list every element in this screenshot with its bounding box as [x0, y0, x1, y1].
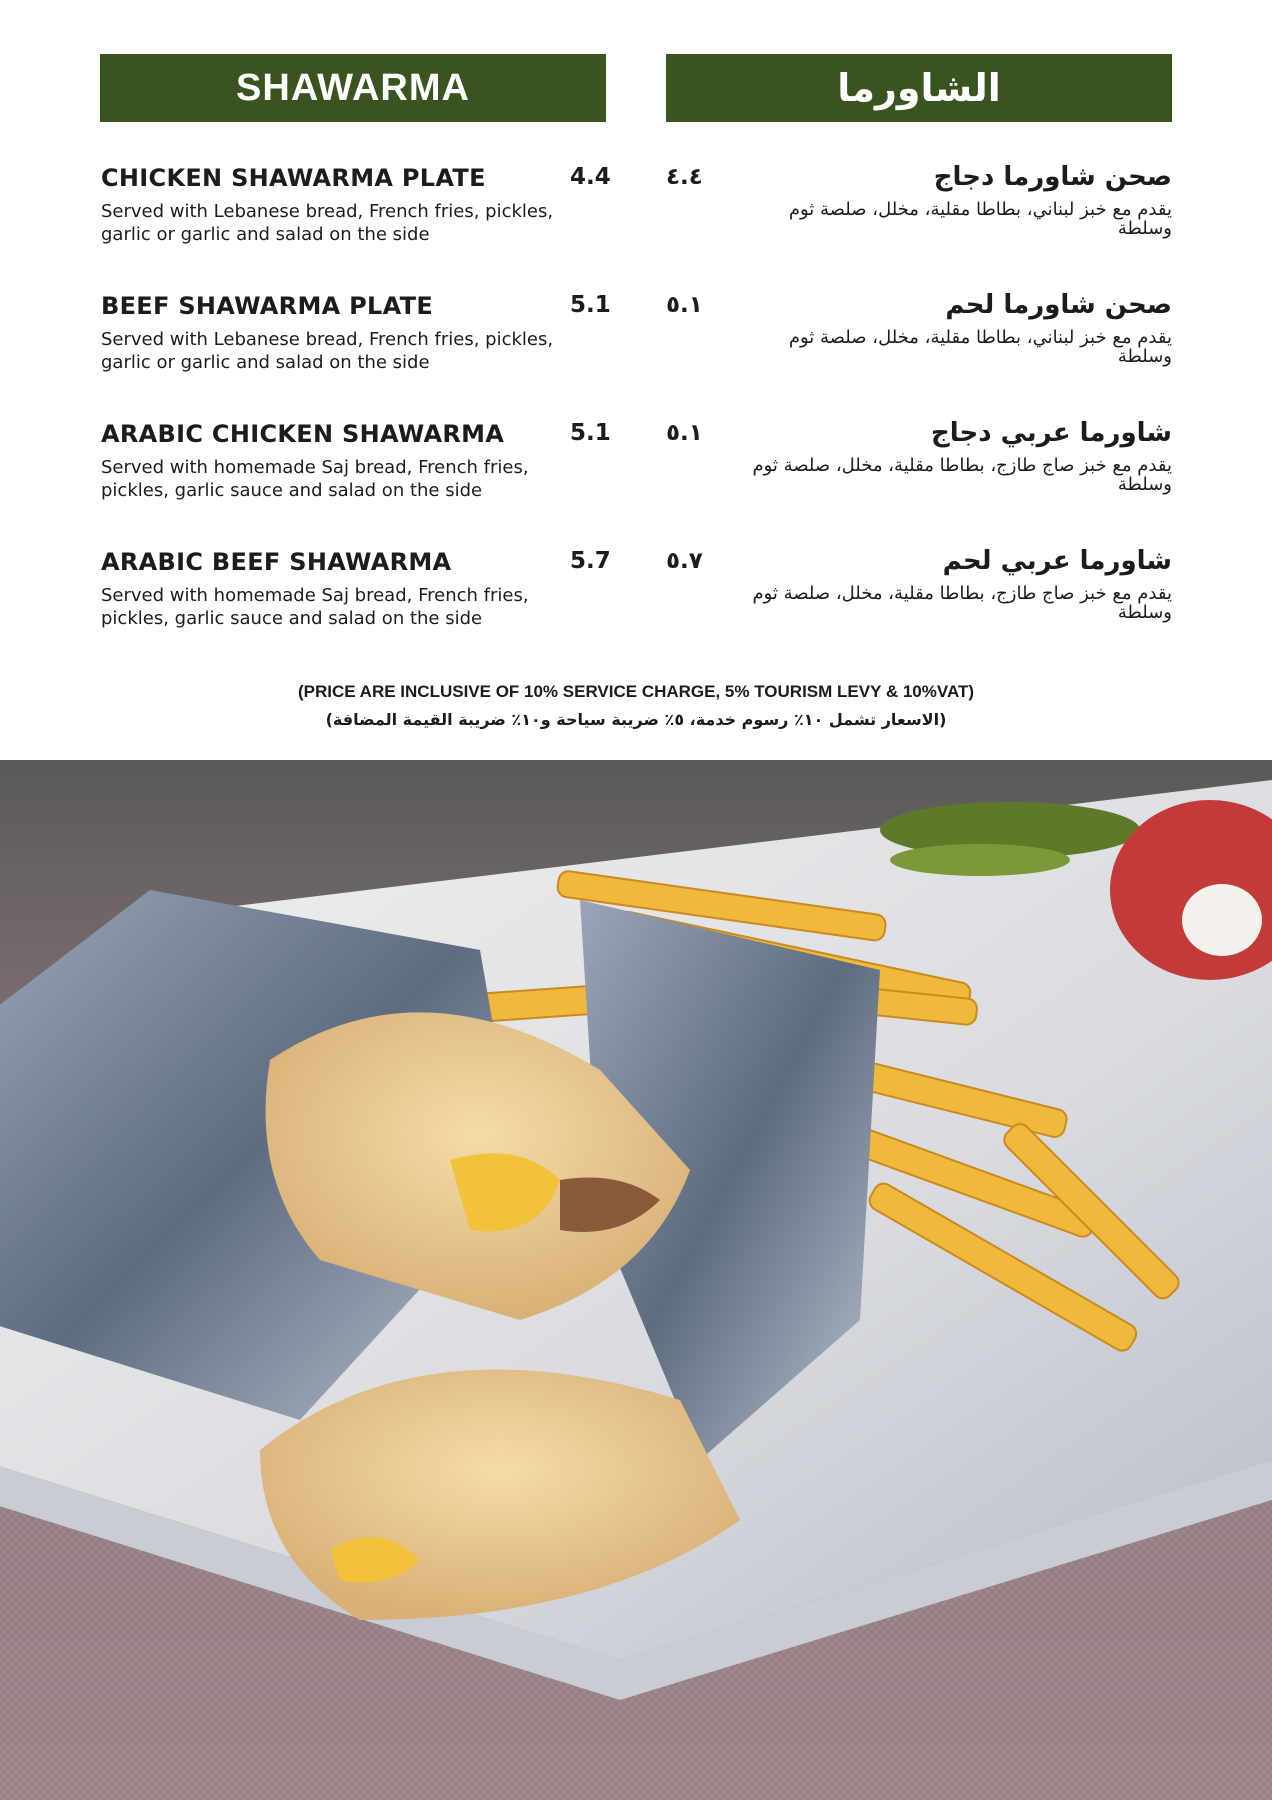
item-name-en: BEEF SHAWARMA PLATE — [101, 292, 434, 320]
shawarma-plate-illustration — [0, 760, 1272, 1800]
price-note-en: (PRICE ARE INCLUSIVE OF 10% SERVICE CHARGE, 5% TOURISM LEVY & 10%VAT) — [297, 682, 975, 701]
item-name-en: ARABIC BEEF SHAWARMA — [101, 548, 452, 576]
item-price-en: 5.7 — [570, 548, 611, 574]
item-name-ar: صحن شاورما لحم — [945, 290, 1172, 320]
section-title-ar-text: الشاورما — [837, 66, 1001, 110]
item-name-en: CHICKEN SHAWARMA PLATE — [101, 164, 486, 192]
item-price-ar: ٥.١ — [666, 420, 703, 446]
item-name-ar: شاورما عربي دجاج — [930, 418, 1172, 448]
item-description-ar: يقدم مع خبز صاج طازج، بطاطا مقلية، مخلل، صلصة ثوم وسلطة — [752, 583, 1172, 623]
item-price-en: 5.1 — [570, 292, 611, 318]
item-description-en: Served with Lebanese bread, French fries, pickles, garlic or garlic and salad on the side — [101, 201, 554, 245]
item-price-ar: ٥.١ — [666, 292, 703, 318]
section-title-en — [100, 54, 606, 122]
menu-item — [0, 420, 1272, 540]
section-title-en-text: SHAWARMA — [236, 66, 470, 109]
shawarma-photo — [0, 760, 1272, 1800]
item-description-ar: يقدم مع خبز لبناني، بطاطا مقلية، مخلل، صلصة ثوم وسلطة — [788, 199, 1172, 239]
item-name-ar: صحن شاورما دجاج — [933, 162, 1172, 192]
price-note-ar: (الاسعار تشمل ١٠٪ رسوم خدمة، ٥٪ ضريبة سياحة و١٠٪ ضريبة القيمة المضافة) — [325, 710, 947, 729]
item-price-en: 5.1 — [570, 420, 611, 446]
menu-item — [0, 548, 1272, 668]
item-description-ar: يقدم مع خبز لبناني، بطاطا مقلية، مخلل، صلصة ثوم وسلطة — [788, 327, 1172, 367]
item-name-ar: شاورما عربي لحم — [942, 546, 1172, 576]
item-price-ar: ٤.٤ — [666, 164, 703, 190]
item-description-ar: يقدم مع خبز صاج طازج، بطاطا مقلية، مخلل، صلصة ثوم وسلطة — [752, 455, 1172, 495]
item-price-en: 4.4 — [570, 164, 611, 190]
menu-item — [0, 164, 1272, 284]
item-description-en: Served with homemade Saj bread, French fries, pickles, garlic sauce and salad on the side — [101, 585, 529, 629]
menu-item — [0, 292, 1272, 412]
item-description-en: Served with homemade Saj bread, French fries, pickles, garlic sauce and salad on the side — [101, 457, 529, 501]
item-description-en: Served with Lebanese bread, French fries, pickles, garlic or garlic and salad on the side — [101, 329, 554, 373]
section-title-ar — [666, 54, 1172, 122]
item-price-ar: ٥.٧ — [666, 548, 703, 574]
item-name-en: ARABIC CHICKEN SHAWARMA — [101, 420, 505, 448]
